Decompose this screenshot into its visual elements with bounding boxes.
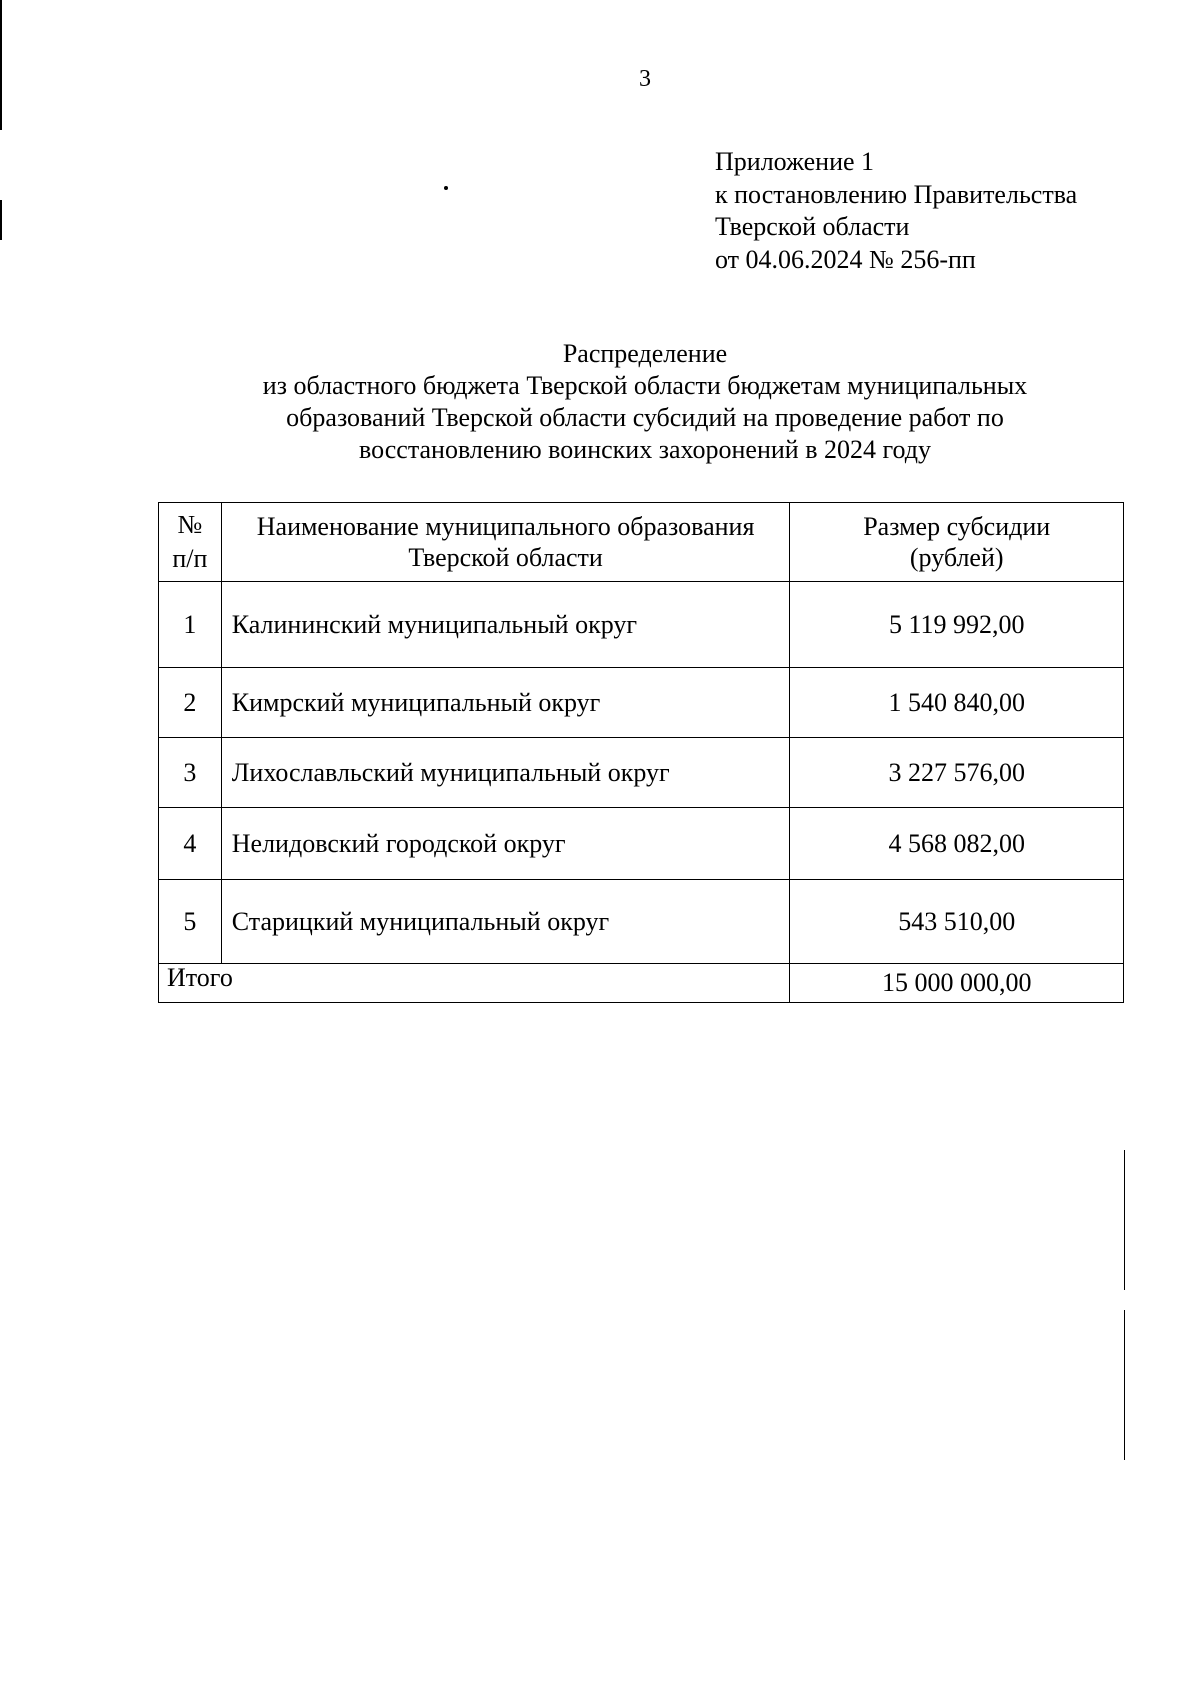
scan-edge-mark — [1124, 1150, 1125, 1290]
scan-edge-mark — [0, 0, 2, 130]
row-amount: 543 510,00 — [790, 880, 1124, 964]
header-name-line: Тверской области — [408, 543, 603, 572]
row-amount: 4 568 082,00 — [790, 808, 1124, 880]
total-label: Итого — [159, 964, 790, 1003]
table-header-row — [159, 503, 1124, 582]
subsidy-table — [158, 502, 1124, 1003]
row-name: Калининский муниципальный округ — [221, 582, 790, 668]
table-row — [159, 582, 1124, 668]
header-amount-line: Размер субсидии — [863, 512, 1051, 541]
scan-edge-mark — [0, 200, 2, 240]
document-title — [140, 338, 1150, 466]
row-num: 1 — [159, 582, 222, 668]
header-amount — [790, 503, 1124, 582]
header-name — [221, 503, 790, 582]
scan-speck — [444, 186, 448, 190]
table-row — [159, 880, 1124, 964]
table-total-row — [159, 964, 1124, 1003]
row-amount: 1 540 840,00 — [790, 668, 1124, 738]
header-num-line: № — [177, 510, 203, 539]
total-amount: 15 000 000,00 — [790, 964, 1124, 1003]
page-number: 3 — [639, 66, 651, 92]
table-row — [159, 738, 1124, 808]
header-num-line: п/п — [172, 544, 208, 573]
header-name-line: Наименование муниципального образования — [256, 512, 755, 541]
row-name: Лихославльский муниципальный округ — [221, 738, 790, 808]
title-line: образований Тверской области субсидий на проведение работ по — [286, 403, 1004, 432]
row-num: 2 — [159, 668, 222, 738]
title-line: восстановлению воинских захоронений в 2024 году — [359, 435, 931, 464]
table-row — [159, 668, 1124, 738]
row-amount: 3 227 576,00 — [790, 738, 1124, 808]
appendix-line: Приложение 1 — [715, 147, 875, 176]
row-num: 3 — [159, 738, 222, 808]
row-name: Старицкий муниципальный округ — [221, 880, 790, 964]
header-amount-line: (рублей) — [909, 543, 1004, 572]
row-name: Кимрский муниципальный округ — [221, 668, 790, 738]
appendix-line: к постановлению Правительства — [715, 179, 1078, 209]
header-num — [159, 503, 222, 582]
appendix-line: Тверской области — [715, 212, 910, 241]
appendix-header — [715, 146, 1077, 276]
row-name: Нелидовский городской округ — [221, 808, 790, 880]
scan-edge-mark — [1124, 1310, 1125, 1460]
title-line: Распределение — [562, 339, 728, 368]
title-line: из областного бюджета Тверской области бюджетам муниципальных — [262, 371, 1028, 400]
row-num: 4 — [159, 808, 222, 880]
table-row — [159, 808, 1124, 880]
row-num: 5 — [159, 880, 222, 964]
appendix-line: от 04.06.2024 № 256-пп — [715, 244, 976, 274]
row-amount: 5 119 992,00 — [790, 582, 1124, 668]
